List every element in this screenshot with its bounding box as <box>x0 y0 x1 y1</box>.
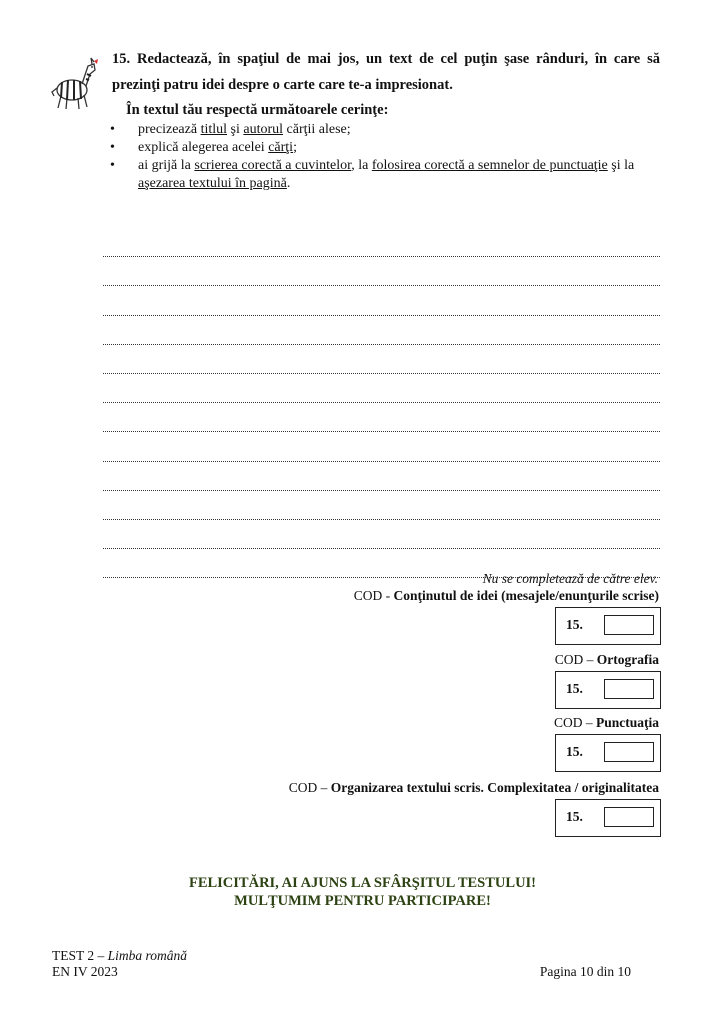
grade-box-punctuation <box>555 734 661 772</box>
requirement-item: • ai grijă la scrierea corectă a cuvintelor, la folosirea corectă a semnelor de punctuaţie şi la aşezarea textului în pagină. <box>108 157 660 193</box>
answer-line[interactable] <box>103 374 660 403</box>
grading-note: Nu se completează de către elev. <box>482 571 658 586</box>
answer-line[interactable] <box>103 491 660 520</box>
cod-label-orthography: COD – Ortografia <box>554 652 659 667</box>
grade-input[interactable] <box>604 679 654 699</box>
answer-area[interactable] <box>103 228 660 578</box>
answer-line[interactable] <box>103 286 660 315</box>
congratulations-text: FELICITĂRI, AI AJUNS LA SFÂRŞITUL TESTULUI! <box>188 875 537 891</box>
grade-box-number: 15. <box>566 617 583 632</box>
cod-label-content: COD - Conţinutul de idei (mesajele/enunţurile scrise) <box>353 588 659 603</box>
answer-line[interactable] <box>103 345 660 374</box>
grade-box-organization <box>555 799 661 837</box>
question-line-2: prezinţi patru idei despre o carte care te-a impresionat. <box>112 77 453 93</box>
grade-box-number: 15. <box>566 681 583 696</box>
answer-line[interactable] <box>103 403 660 432</box>
answer-line[interactable] <box>103 520 660 549</box>
answer-line[interactable] <box>103 432 660 461</box>
requirement-item: • explică alegerea acelei cărţi; <box>108 139 660 157</box>
grade-input[interactable] <box>604 615 654 635</box>
grade-input[interactable] <box>604 742 654 762</box>
zebra-mascot-icon <box>48 52 100 112</box>
cod-label-punctuation: COD – Punctuaţia <box>553 715 659 730</box>
cod-label-organization: COD – Organizarea textului scris. Complexitatea / originalitatea <box>288 780 659 795</box>
grade-box-orthography <box>555 671 661 709</box>
footer-test-label: TEST 2 – Limba română <box>52 948 188 963</box>
question-line-1: 15. Redactează, în spaţiul de mai jos, un text de cel puţin şase rânduri, în care să <box>112 51 660 67</box>
requirements-list <box>108 121 660 193</box>
page-number: Pagina 10 din 10 <box>539 964 631 979</box>
footer-exam-label: EN IV 2023 <box>52 964 118 979</box>
grade-box-content <box>555 607 661 645</box>
answer-line[interactable] <box>103 462 660 491</box>
grade-input[interactable] <box>604 807 654 827</box>
grade-box-number: 15. <box>566 809 583 824</box>
grade-box-number: 15. <box>566 744 583 759</box>
requirements-title: În textul tău respectă următoarele cerinţe: <box>126 102 389 118</box>
requirement-item: • precizează titlul şi autorul cărţii alese; <box>108 121 660 139</box>
thank-you-text: MULŢUMIM PENTRU PARTICIPARE! <box>234 893 491 909</box>
answer-line[interactable] <box>103 316 660 345</box>
answer-line[interactable] <box>103 257 660 286</box>
answer-line[interactable] <box>103 228 660 257</box>
